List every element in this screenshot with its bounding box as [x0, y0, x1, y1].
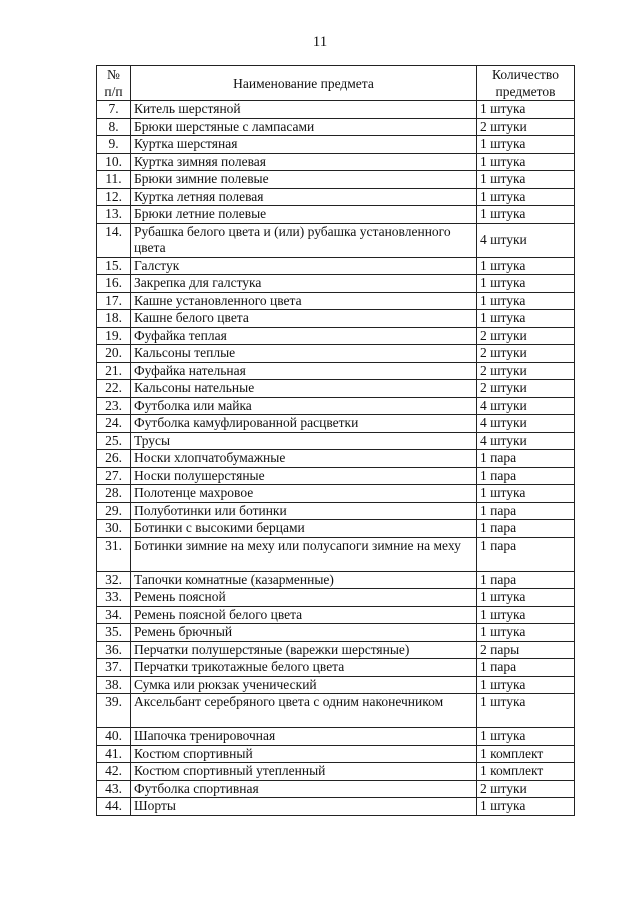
item-name: Закрепка для галстука: [131, 275, 477, 293]
row-number: 37.: [97, 659, 131, 677]
row-number: 11.: [97, 171, 131, 189]
table-row: [97, 537, 575, 571]
item-name: Кашне белого цвета: [131, 310, 477, 328]
table-row: [97, 606, 575, 624]
table-row: [97, 380, 575, 398]
items-table: [96, 65, 575, 816]
item-quantity: 1 штука: [477, 798, 575, 816]
item-name: Футболка или майка: [131, 397, 477, 415]
item-name: Полотенце махровое: [131, 485, 477, 503]
table-row: [97, 432, 575, 450]
item-name: Галстук: [131, 257, 477, 275]
row-number: 30.: [97, 520, 131, 538]
table-row: [97, 571, 575, 589]
item-quantity: 1 штука: [477, 153, 575, 171]
table-row: [97, 467, 575, 485]
table-row: [97, 641, 575, 659]
table-row: [97, 659, 575, 677]
row-number: 7.: [97, 101, 131, 119]
item-name: Фуфайка нательная: [131, 362, 477, 380]
item-name: Аксельбант серебряного цвета с одним наконечником: [131, 694, 477, 728]
table-row: [97, 485, 575, 503]
table-row: [97, 101, 575, 119]
item-name: Носки полушерстяные: [131, 467, 477, 485]
table-header-row: [97, 66, 575, 101]
item-quantity: 1 комплект: [477, 763, 575, 781]
item-quantity: 2 штуки: [477, 380, 575, 398]
row-number: 40.: [97, 728, 131, 746]
row-number: 9.: [97, 136, 131, 154]
item-name: Рубашка белого цвета и (или) рубашка установленного цвета: [131, 223, 477, 257]
row-number: 14.: [97, 223, 131, 257]
row-number: 16.: [97, 275, 131, 293]
row-number: 13.: [97, 206, 131, 224]
row-number: 31.: [97, 537, 131, 571]
row-number: 23.: [97, 397, 131, 415]
table-row: [97, 257, 575, 275]
item-name: Куртка летняя полевая: [131, 188, 477, 206]
item-quantity: 1 пара: [477, 502, 575, 520]
item-quantity: 1 пара: [477, 450, 575, 468]
row-number: 32.: [97, 571, 131, 589]
row-number: 27.: [97, 467, 131, 485]
item-quantity: 1 штука: [477, 275, 575, 293]
row-number: 39.: [97, 694, 131, 728]
item-quantity: 2 штуки: [477, 780, 575, 798]
table-body: [97, 101, 575, 816]
table-row: [97, 624, 575, 642]
item-quantity: 4 штуки: [477, 432, 575, 450]
item-quantity: 1 штука: [477, 310, 575, 328]
header-qty: Количество предметов: [477, 66, 575, 101]
row-number: 12.: [97, 188, 131, 206]
item-name: Куртка зимняя полевая: [131, 153, 477, 171]
row-number: 8.: [97, 118, 131, 136]
table-row: [97, 450, 575, 468]
item-name: Фуфайка теплая: [131, 327, 477, 345]
item-quantity: 1 штука: [477, 101, 575, 119]
table-row: [97, 798, 575, 816]
table-row: [97, 780, 575, 798]
item-quantity: 1 пара: [477, 537, 575, 571]
table-row: [97, 745, 575, 763]
item-quantity: 2 штуки: [477, 327, 575, 345]
item-quantity: 1 штука: [477, 728, 575, 746]
item-name: Куртка шерстяная: [131, 136, 477, 154]
row-number: 18.: [97, 310, 131, 328]
item-name: Брюки шерстяные с лампасами: [131, 118, 477, 136]
table-row: [97, 136, 575, 154]
row-number: 19.: [97, 327, 131, 345]
item-name: Трусы: [131, 432, 477, 450]
item-quantity: 1 штука: [477, 292, 575, 310]
item-name: Костюм спортивный утепленный: [131, 763, 477, 781]
item-name: Тапочки комнатные (казарменные): [131, 571, 477, 589]
row-number: 20.: [97, 345, 131, 363]
row-number: 15.: [97, 257, 131, 275]
table-row: [97, 362, 575, 380]
row-number: 22.: [97, 380, 131, 398]
item-name: Футболка камуфлированной расцветки: [131, 415, 477, 433]
item-name: Кашне установленного цвета: [131, 292, 477, 310]
row-number: 10.: [97, 153, 131, 171]
item-name: Перчатки полушерстяные (варежки шерстяные): [131, 641, 477, 659]
table-row: [97, 310, 575, 328]
item-name: Китель шерстяной: [131, 101, 477, 119]
row-number: 29.: [97, 502, 131, 520]
row-number: 44.: [97, 798, 131, 816]
item-name: Костюм спортивный: [131, 745, 477, 763]
item-name: Брюки летние полевые: [131, 206, 477, 224]
item-quantity: 1 штука: [477, 206, 575, 224]
item-name: Брюки зимние полевые: [131, 171, 477, 189]
item-name: Ремень брючный: [131, 624, 477, 642]
table-row: [97, 118, 575, 136]
item-name: Носки хлопчатобумажные: [131, 450, 477, 468]
item-quantity: 1 штука: [477, 606, 575, 624]
table-row: [97, 345, 575, 363]
item-name: Полуботинки или ботинки: [131, 502, 477, 520]
item-quantity: 1 штука: [477, 485, 575, 503]
item-quantity: 2 штуки: [477, 118, 575, 136]
item-quantity: 2 штуки: [477, 345, 575, 363]
item-quantity: 2 штуки: [477, 362, 575, 380]
table-row: [97, 520, 575, 538]
table-row: [97, 153, 575, 171]
header-name: Наименование предмета: [131, 66, 477, 101]
row-number: 25.: [97, 432, 131, 450]
row-number: 28.: [97, 485, 131, 503]
row-number: 41.: [97, 745, 131, 763]
item-name: Ботинки с высокими берцами: [131, 520, 477, 538]
item-quantity: 1 штука: [477, 136, 575, 154]
table-row: [97, 728, 575, 746]
row-number: 38.: [97, 676, 131, 694]
item-name: Кальсоны нательные: [131, 380, 477, 398]
item-quantity: 1 штука: [477, 676, 575, 694]
table-row: [97, 763, 575, 781]
item-name: Ремень поясной: [131, 589, 477, 607]
item-quantity: 1 штука: [477, 589, 575, 607]
table-row: [97, 292, 575, 310]
page-number: 11: [312, 34, 328, 50]
item-name: Шорты: [131, 798, 477, 816]
row-number: 42.: [97, 763, 131, 781]
item-name: Сумка или рюкзак ученический: [131, 676, 477, 694]
table-row: [97, 502, 575, 520]
row-number: 34.: [97, 606, 131, 624]
item-quantity: 1 комплект: [477, 745, 575, 763]
table-row: [97, 397, 575, 415]
row-number: 33.: [97, 589, 131, 607]
row-number: 35.: [97, 624, 131, 642]
item-quantity: 1 пара: [477, 467, 575, 485]
item-quantity: 1 пара: [477, 571, 575, 589]
item-quantity: 4 штуки: [477, 223, 575, 257]
table-row: [97, 188, 575, 206]
item-quantity: 1 штука: [477, 188, 575, 206]
item-name: Кальсоны теплые: [131, 345, 477, 363]
table-row: [97, 171, 575, 189]
item-name: Футболка спортивная: [131, 780, 477, 798]
row-number: 21.: [97, 362, 131, 380]
table-row: [97, 589, 575, 607]
item-name: Ботинки зимние на меху или полусапоги зимние на меху: [131, 537, 477, 571]
item-quantity: 1 штука: [477, 694, 575, 728]
item-name: Шапочка тренировочная: [131, 728, 477, 746]
table-row: [97, 275, 575, 293]
item-name: Перчатки трикотажные белого цвета: [131, 659, 477, 677]
table-row: [97, 206, 575, 224]
row-number: 43.: [97, 780, 131, 798]
item-quantity: 1 штука: [477, 257, 575, 275]
item-quantity: 1 пара: [477, 520, 575, 538]
table-row: [97, 694, 575, 728]
row-number: 26.: [97, 450, 131, 468]
header-num: № п/п: [97, 66, 131, 101]
item-quantity: 1 штука: [477, 624, 575, 642]
row-number: 36.: [97, 641, 131, 659]
row-number: 17.: [97, 292, 131, 310]
row-number: 24.: [97, 415, 131, 433]
item-quantity: 1 пара: [477, 659, 575, 677]
item-quantity: 4 штуки: [477, 415, 575, 433]
item-quantity: 1 штука: [477, 171, 575, 189]
item-quantity: 2 пары: [477, 641, 575, 659]
table-row: [97, 327, 575, 345]
table-row: [97, 223, 575, 257]
table-row: [97, 676, 575, 694]
item-quantity: 4 штуки: [477, 397, 575, 415]
table-row: [97, 415, 575, 433]
item-name: Ремень поясной белого цвета: [131, 606, 477, 624]
